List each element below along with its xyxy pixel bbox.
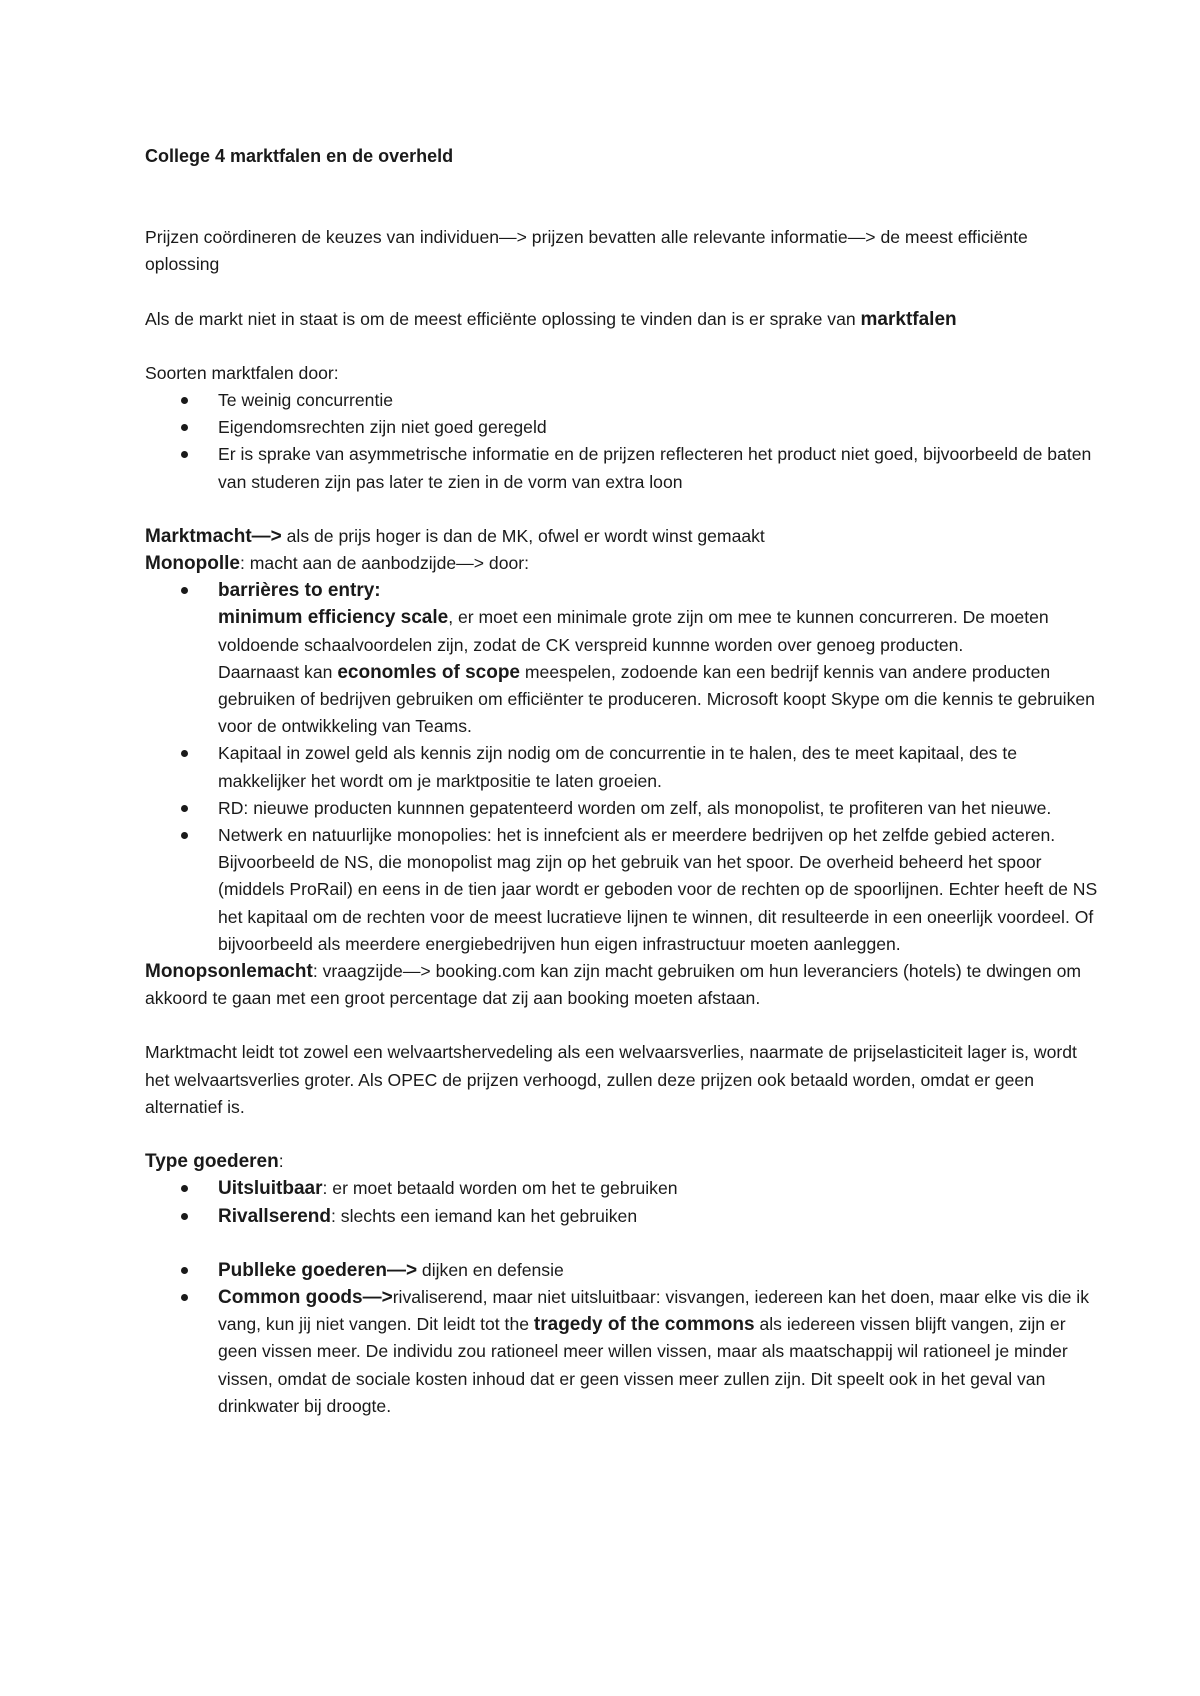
marktfalen-definition-text: Als de markt niet in staat is om de meest efficiënte oplossing te vinden dan is er sprake van — [145, 308, 861, 329]
monopsonie-text: : vraagzijde—> booking.com kan zijn macht gebruiken om hun leveranciers (hotels) te dwingen om akkoord te gaan met een groot percentage dat zij aan booking moeten afstaan. — [145, 961, 1082, 1009]
soorten-list — [145, 387, 1100, 496]
list-item: Kapitaal in zowel geld als kennis zijn nodig om de concurrentie in te halen, des te meet kapitaal, des te makkelijker het wordt om je marktpositie te laten groeien. — [218, 740, 1100, 794]
monopsonie-term: Monopsonlemacht — [145, 961, 313, 983]
document-title: College 4 marktfalen en de overheld — [145, 146, 454, 166]
spacer — [145, 1012, 1100, 1039]
tragedy-term: tragedy of the commons — [533, 1314, 755, 1336]
monopolie-paragraph — [145, 550, 1100, 577]
goederen-heading — [145, 1148, 1100, 1175]
marktmacht-text: als de prijs hoger is dan de MK, ofwel er wordt winst gemaakt — [281, 525, 765, 546]
list-item: Er is sprake van asymmetrische informatie en de prijzen reflecteren het product niet goed, bijvoorbeeld de baten van studeren zijn pas later te zien in de vorm van extra loon — [218, 441, 1100, 495]
scope-text: meespelen, zodoende kan een bedrijf kennis van andere producten gebruiken of bedrijven gebruiken om efficiënter te produceren. Microsoft koopt Skype om die kennis te gebruiken voor de ontwikkeling van Teams. — [218, 661, 1095, 737]
barriers-colon: : — [374, 580, 381, 602]
goederen-colon: : — [278, 1151, 284, 1172]
uitsluitbaar-text: : er moet betaald worden om het te gebruiken — [322, 1178, 678, 1199]
marktfalen-definition — [145, 306, 1100, 333]
goederen-term: Type goederen — [145, 1151, 279, 1173]
mes-term: minimum efficiency scale — [218, 607, 449, 629]
spacer — [145, 1230, 1100, 1257]
list-item: Te weinig concurrentie — [218, 387, 1100, 414]
spacer — [145, 279, 1100, 306]
list-item: Netwerk en natuurlijke monopolies: het is innefcient als er meerdere bedrijven op het zelfde gebied acteren. Bijvoorbeeld de NS, die monopolist mag zijn op het gebruik van het spoor. De overheid beheerd het spoor (middels ProRail) en eens in de tien jaar wordt er geboden voor de rechten op de spoorlijnen. Echter heeft de NS het kapitaal om de rechten voor de meest lucratieve lijnen te winnen, dit resulteerde in een oneerlijk voordeel. Of bijvoorbeeld als meerdere energiebedrijven hun eigen infrastructuur moeten aanleggen. — [218, 822, 1100, 958]
monopsonie-paragraph — [145, 958, 1100, 1012]
list-item: RD: nieuwe producten kunnnen gepatenteerd worden om zelf, als monopolist, te profiteren van het nieuwe. — [218, 795, 1100, 822]
goederen-list-2 — [145, 1257, 1100, 1420]
marktfalen-term: marktfalen — [860, 308, 957, 330]
marktmacht-paragraph — [145, 523, 1100, 550]
publiek-text: dijken en defensie — [417, 1259, 564, 1280]
common-text-2: als iedereen vissen blijft vangen, zijn er geen vissen meer. De individu zou rationeel meer willen vissen, maar als maatschappij wil rationeel je minder vissen, omdat de sociale kosten inhoud dat er geen vissen meer zullen zijn. Dit speelt ook in het geval van drinkwater bij droogte. — [218, 1314, 1068, 1416]
uitsluitbaar-term: Uitsluitbaar — [218, 1178, 323, 1200]
publiek-term: Publleke goederen—> — [218, 1259, 418, 1281]
monopolie-term: Monopolle — [145, 553, 240, 575]
common-text-1: rivaliserend, maar niet uitsluitbaar: visvangen, iedereen kan het doen, maar elke vis die ik vang, kun jij niet vangen. Dit leidt tot the — [218, 1286, 1090, 1335]
barriers-term: barrières to entry — [218, 580, 375, 602]
monopolie-list — [145, 577, 1100, 958]
intro-paragraph: Prijzen coördineren de keuzes van individuen—> prijzen bevatten alle relevante informatie—> de meest efficiënte oplossing — [145, 227, 1028, 275]
welvaart-paragraph: Marktmacht leidt tot zowel een welvaartshervedeling als een welvaarsverlies, naarmate de prijselasticiteit lager is, wordt het welvaartsverlies groter. Als OPEC de prijzen verhoogd, zullen deze prijzen ook betaald worden, omdat er geen alternatief is. — [145, 1042, 1077, 1117]
list-item-common — [218, 1284, 1100, 1420]
list-item: Eigendomsrechten zijn niet goed geregeld — [218, 414, 1100, 441]
soorten-heading: Soorten marktfalen door: — [145, 362, 339, 383]
spacer — [145, 1121, 1100, 1148]
scope-term: economles of scope — [337, 661, 520, 683]
list-item-barriers — [218, 577, 1100, 740]
spacer — [145, 496, 1100, 523]
spacer — [145, 333, 1100, 360]
list-item-publiek — [218, 1257, 1100, 1284]
rivaliserend-text: : slechts een iemand kan het gebruiken — [331, 1205, 638, 1226]
common-term: Common goods—> — [218, 1286, 393, 1308]
list-item-rivaliserend — [218, 1203, 1100, 1230]
monopolie-text: : macht aan de aanbodzijde—> door: — [239, 553, 530, 574]
scope-pre: Daarnaast kan — [218, 661, 338, 682]
marktmacht-term: Marktmacht—> — [145, 525, 282, 547]
goederen-list-1 — [145, 1175, 1100, 1229]
rivaliserend-term: Rivallserend — [218, 1205, 331, 1227]
list-item-uitsluitbaar — [218, 1175, 1100, 1202]
mes-text: , er moet een minimale grote zijn om mee te kunnen concurreren. De moeten voldoende schaalvoordelen zijn, zodat de CK verspreid kunnne worden over genoeg producten. — [218, 607, 1049, 655]
